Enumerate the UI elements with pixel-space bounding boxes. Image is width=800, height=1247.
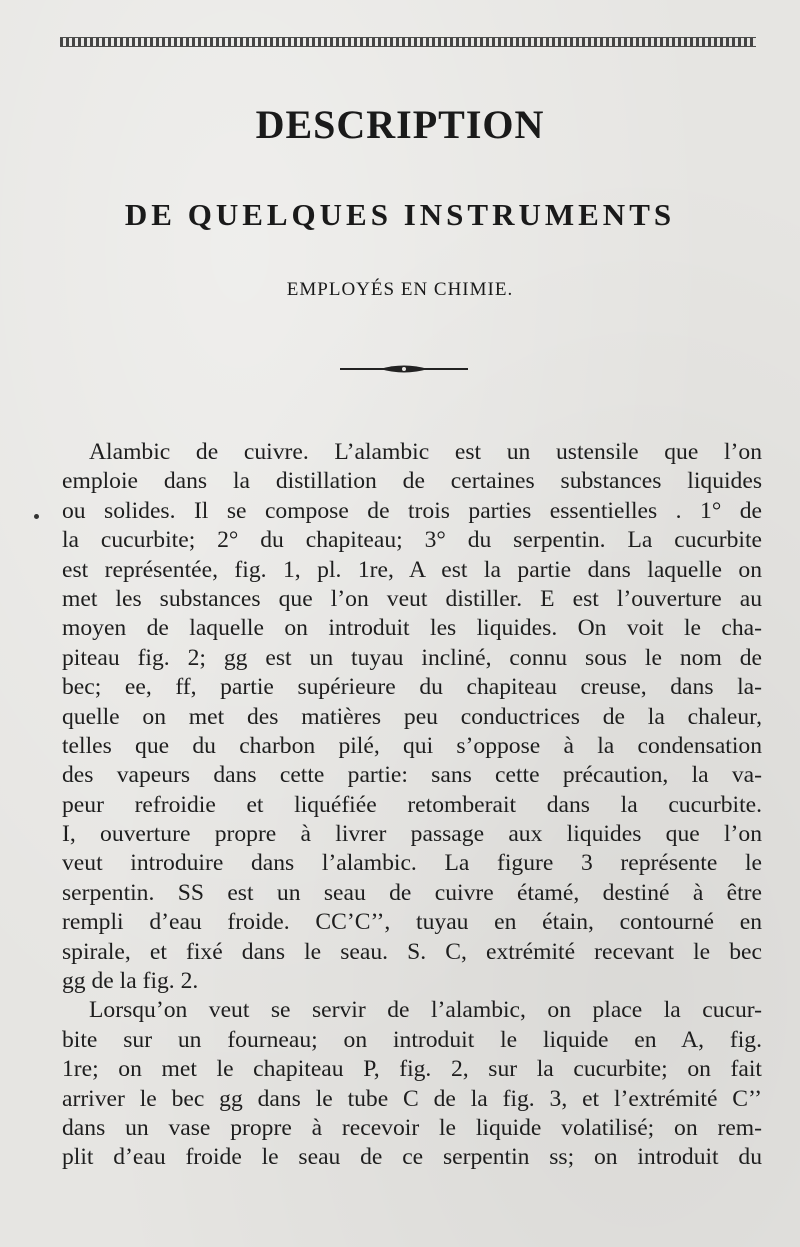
decorative-top-rule xyxy=(60,37,756,47)
text-line: ou solides. Il se compose de trois parties essentielles . 1° de xyxy=(62,497,762,524)
body-text xyxy=(62,438,762,1173)
text-line: bite sur un fourneau; on introduit le liquide en A, fig. xyxy=(62,1026,762,1053)
text-line: piteau fig. 2; gg est un tuyau incliné, connu sous le nom de xyxy=(62,644,762,671)
text-line: gg de la fig. 2. xyxy=(62,968,199,995)
text-line: des vapeurs dans cette partie: sans cette précaution, la va- xyxy=(62,762,762,789)
text-line: la cucurbite; 2° du chapiteau; 3° du serpentin. La cucurbite xyxy=(62,527,762,554)
text-line: bec; ee, ff, partie supérieure du chapiteau creuse, dans la- xyxy=(62,674,762,701)
text-line: 1re; on met le chapiteau P, fig. 2, sur la cucurbite; on fait xyxy=(62,1056,762,1083)
text-line: Lorsqu’on veut se servir de l’alambic, on place la cucur- xyxy=(89,997,762,1024)
text-line: veut introduire dans l’alambic. La figure 3 représente le xyxy=(62,850,762,877)
text-line: rempli d’eau froide. CC’C’’, tuyau en étain, contourné en xyxy=(62,909,762,936)
text-line: plit d’eau froide le seau de ce serpentin ss; on introduit du xyxy=(62,1144,762,1171)
text-line: peur refroidie et liquéfiée retomberait dans la cucurbite. xyxy=(62,791,762,818)
text-line: I, ouverture propre à livrer passage aux liquides que l’on xyxy=(62,821,762,848)
margin-mark xyxy=(34,514,39,519)
text-line: dans un vase propre à recevoir le liquide volatilisé; on rem- xyxy=(62,1114,762,1141)
text-line: Alambic de cuivre. L’alambic est un ustensile que l’on xyxy=(89,439,762,465)
text-line: serpentin. SS est un seau de cuivre étamé, destiné à être xyxy=(62,879,762,906)
text-line: quelle on met des matières peu conductrices de la chaleur, xyxy=(62,703,762,730)
ornament-divider-icon xyxy=(340,364,468,374)
page-subsubtitle: EMPLOYÉS EN CHIMIE. xyxy=(286,279,514,300)
page-title: DESCRIPTION xyxy=(255,102,545,147)
text-line: emploie dans la distillation de certaines substances liquides xyxy=(62,468,762,495)
text-line: moyen de laquelle on introduit les liquides. On voit le cha- xyxy=(62,615,762,642)
page-subtitle: DE QUELQUES INSTRUMENTS xyxy=(124,197,676,232)
text-line: telles que du charbon pilé, qui s’oppose à la condensation xyxy=(62,732,762,759)
text-line: arriver le bec gg dans le tube C de la fig. 3, et l’extrémité C’’ xyxy=(62,1085,762,1112)
text-line: met les substances que l’on veut distiller. E est l’ouverture au xyxy=(62,585,762,612)
text-line: spirale, et fixé dans le seau. S. C, extrémité recevant le bec xyxy=(62,938,762,965)
text-line: est représentée, fig. 1, pl. 1re, A est la partie dans laquelle on xyxy=(62,556,762,583)
